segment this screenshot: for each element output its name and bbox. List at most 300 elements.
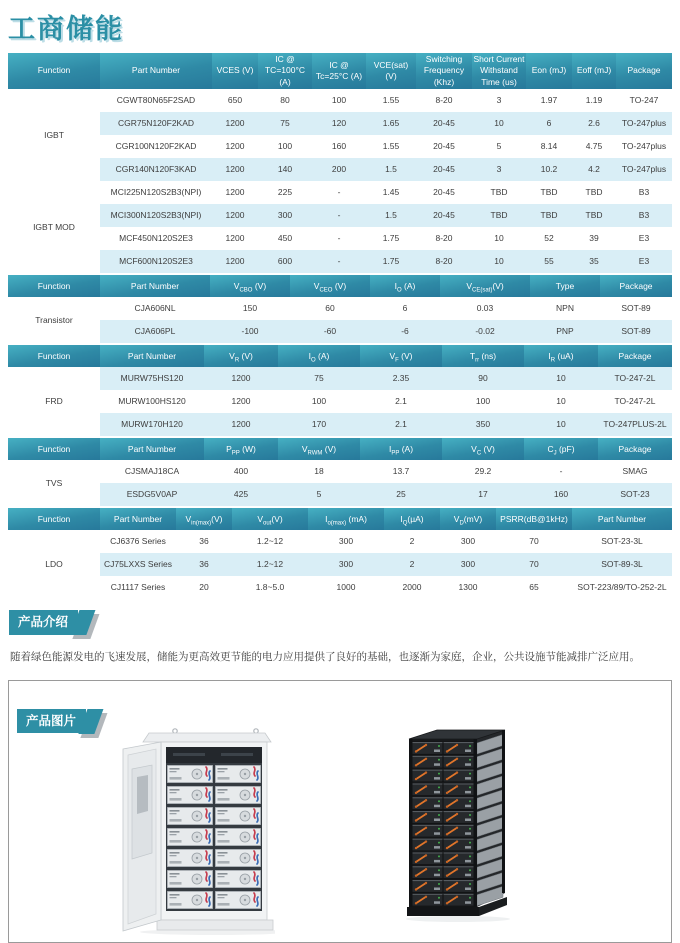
- column-header: [366, 53, 416, 89]
- value-cell: TBD: [585, 187, 603, 198]
- intro-section-label: 产品介绍: [9, 610, 78, 635]
- table-row: [8, 204, 672, 227]
- column-header: [308, 508, 384, 530]
- value-cell: 225: [277, 187, 293, 198]
- column-header: [572, 508, 672, 530]
- header-subscript: O: [397, 287, 402, 294]
- header-text: Type: [555, 280, 575, 291]
- function-cell: IGBT MOD: [8, 181, 100, 273]
- value-cell: 10: [472, 112, 526, 135]
- value-cell: 2.1: [360, 413, 442, 436]
- header-text: V: [257, 513, 263, 524]
- value-cell: 100: [311, 396, 327, 407]
- header-text: Eoff (mJ): [576, 65, 612, 76]
- header-text: Eon (mJ): [531, 65, 567, 76]
- part-number-cell: CJ1117 Series: [110, 582, 166, 593]
- value-cell: 600: [258, 250, 312, 273]
- part-number-cell: MCF600N120S2E3: [100, 250, 212, 273]
- value-cell: 10: [472, 250, 526, 273]
- header-text: VCES (V): [216, 65, 254, 76]
- gallery-section-label: 产品图片: [17, 709, 86, 734]
- table-row: [8, 460, 672, 483]
- value-cell: B3: [616, 204, 672, 227]
- header-text: Short Current Withstand Time (us): [473, 54, 525, 87]
- function-cell: TVS: [8, 460, 100, 506]
- value-cell: -: [559, 466, 563, 477]
- header-text: (mV): [463, 513, 483, 524]
- column-header: [8, 275, 100, 297]
- value-cell: 20: [199, 582, 209, 593]
- header-text: V: [185, 513, 192, 524]
- header-subscript: O: [311, 357, 316, 364]
- column-header: [616, 53, 672, 89]
- value-cell: 1200: [231, 396, 251, 407]
- column-header: [100, 508, 176, 530]
- value-cell: 20-45: [433, 187, 455, 198]
- value-cell: 4.2: [572, 158, 616, 181]
- value-cell: 39: [589, 233, 599, 244]
- value-cell: -6: [370, 320, 440, 343]
- part-number-cell: MCI225N120S2B3(NPI): [110, 187, 202, 198]
- header-text: Function: [37, 443, 71, 454]
- value-cell: 300: [460, 536, 476, 547]
- value-cell: TO-247-2L: [598, 367, 672, 390]
- part-number-cell: CGR75N120F2KAD: [100, 112, 212, 135]
- ldo-table: [8, 508, 672, 599]
- header-subscript: R: [234, 357, 240, 364]
- value-cell: 1.5: [366, 204, 416, 227]
- value-cell: TO-247-2L: [614, 396, 656, 407]
- header-text: Part Number: [127, 350, 177, 361]
- table-row: [8, 297, 672, 320]
- part-number-cell: MCF450N120S2E3: [119, 233, 193, 244]
- column-header: [442, 438, 524, 460]
- value-cell: 36: [199, 536, 209, 547]
- table-row: [8, 483, 672, 506]
- value-cell: 120: [312, 112, 366, 135]
- header-row: [8, 438, 672, 460]
- header-text: I: [400, 513, 403, 524]
- value-cell: -60: [290, 320, 370, 343]
- value-cell: SMAG: [622, 466, 648, 477]
- table-row: [8, 530, 672, 553]
- value-cell: TBD: [540, 187, 558, 198]
- value-cell: 1.19: [585, 95, 603, 106]
- value-cell: 8-20: [435, 233, 453, 244]
- header-text: Part Number: [597, 513, 647, 524]
- part-number-cell: CJA606NL: [134, 303, 176, 314]
- battery-rack-image: [403, 725, 513, 925]
- value-cell: 300: [440, 553, 496, 576]
- value-cell: 160: [524, 483, 598, 506]
- transistor-table: [8, 275, 672, 343]
- value-cell: 2: [409, 536, 415, 547]
- header-text: Switching Frequency (Khz): [423, 54, 465, 87]
- part-number-cell: CJSMAJ18CA: [124, 466, 180, 477]
- value-cell: 10: [524, 367, 598, 390]
- header-text: (V): [239, 350, 253, 361]
- value-cell: TO-247: [629, 95, 659, 106]
- value-cell: 100: [475, 396, 491, 407]
- value-cell: SOT-23: [598, 483, 672, 506]
- value-cell: 2000: [402, 582, 422, 593]
- value-cell: 1.75: [366, 250, 416, 273]
- header-text: V: [453, 513, 460, 524]
- value-cell: 8.14: [540, 141, 558, 152]
- product-images-section: [8, 680, 672, 943]
- header-text: I: [325, 513, 328, 524]
- column-header: [258, 53, 312, 89]
- header-text: V: [389, 350, 396, 361]
- value-cell: 10.2: [526, 158, 572, 181]
- value-cell: 1200: [212, 158, 258, 181]
- value-cell: TBD: [526, 204, 572, 227]
- value-cell: 2: [384, 553, 440, 576]
- value-cell: 5: [278, 483, 360, 506]
- column-header: [204, 345, 278, 367]
- column-header: [524, 345, 598, 367]
- battery-cabinet-image: [115, 725, 275, 935]
- value-cell: 100: [331, 95, 347, 106]
- header-subscript: R: [550, 357, 556, 364]
- column-header: [100, 53, 212, 89]
- value-cell: 35: [572, 250, 616, 273]
- column-header: [530, 275, 600, 297]
- value-cell: 1.55: [382, 95, 400, 106]
- function-cell: LDO: [8, 530, 100, 599]
- table-row: [8, 367, 672, 390]
- value-cell: 1.2~12: [256, 536, 284, 547]
- value-cell: 1.5: [366, 158, 416, 181]
- part-number-cell: CJ75LXXS Series: [100, 553, 176, 576]
- header-text: I: [308, 350, 311, 361]
- value-cell: 160: [331, 141, 347, 152]
- header-text: (V): [211, 513, 223, 524]
- value-cell: 8-20: [416, 250, 472, 273]
- column-header: [384, 508, 440, 530]
- value-cell: 100: [277, 141, 293, 152]
- value-cell: -: [337, 233, 341, 244]
- column-header: [100, 438, 204, 460]
- column-header: [360, 345, 442, 367]
- header-text: (V): [481, 443, 495, 454]
- part-number-cell: CGR140N120F3KAD: [100, 158, 212, 181]
- value-cell: 1200: [212, 112, 258, 135]
- column-header: [8, 345, 100, 367]
- value-cell: 150: [242, 303, 258, 314]
- value-cell: 1300: [458, 582, 478, 593]
- column-header: [360, 438, 442, 460]
- header-text: IC @ Tc=25°C (A): [315, 59, 363, 82]
- column-header: [312, 53, 366, 89]
- header-text: (V): [322, 443, 337, 454]
- value-cell: 1200: [225, 233, 245, 244]
- header-text: V: [301, 443, 308, 454]
- column-header: [100, 345, 204, 367]
- value-cell: 10: [524, 413, 598, 436]
- header-text: (V): [332, 280, 347, 291]
- part-number-cell: MURW100HS120: [118, 396, 186, 407]
- part-number-cell: CJA606PL: [100, 320, 210, 343]
- header-text: (A): [315, 350, 330, 361]
- table-row: [8, 89, 672, 112]
- value-cell: 650: [227, 95, 243, 106]
- value-cell: E3: [616, 250, 672, 273]
- header-text: (uA): [555, 350, 574, 361]
- column-header: [8, 53, 100, 89]
- value-cell: 60: [325, 303, 335, 314]
- column-header: [416, 53, 472, 89]
- value-cell: -100: [210, 320, 290, 343]
- column-header: [370, 275, 440, 297]
- value-cell: -: [312, 204, 366, 227]
- value-cell: 2.35: [360, 367, 442, 390]
- value-cell: 2.6: [572, 112, 616, 135]
- value-cell: 1.75: [382, 233, 400, 244]
- value-cell: 300: [338, 536, 354, 547]
- header-text: Function: [37, 280, 71, 291]
- value-cell: 18: [314, 466, 324, 477]
- column-header: [600, 275, 672, 297]
- header-subscript: o(max): [327, 520, 347, 527]
- header-row: [8, 508, 672, 530]
- value-cell: 1200: [204, 367, 278, 390]
- table-row: [8, 553, 672, 576]
- header-text: (W): [239, 443, 256, 454]
- frd-table: [8, 345, 672, 436]
- part-number-cell: MCI300N120S2B3(NPI): [100, 204, 212, 227]
- header-text: (V): [492, 280, 504, 291]
- value-cell: 55: [526, 250, 572, 273]
- header-text: IC @ TC=100°C (A): [264, 54, 305, 87]
- header-text: VCE(sat) (V): [373, 59, 409, 82]
- part-number-cell: CJ6376 Series: [110, 536, 166, 547]
- header-text: PSRR(dB@1kHz): [500, 513, 568, 524]
- value-cell: 4.75: [585, 141, 603, 152]
- table-row: [8, 181, 672, 204]
- header-text: Function: [37, 350, 71, 361]
- value-cell: 8-20: [435, 95, 453, 106]
- value-cell: 80: [280, 95, 290, 106]
- product-images-row: [9, 725, 671, 935]
- value-cell: 1200: [225, 187, 245, 198]
- value-cell: 70: [529, 536, 539, 547]
- column-header: [278, 438, 360, 460]
- table-row: [8, 576, 672, 599]
- value-cell: 20-45: [433, 141, 455, 152]
- product-intro-section: [8, 610, 672, 664]
- value-cell: 10: [556, 396, 566, 407]
- column-header: [100, 275, 210, 297]
- column-header: [440, 508, 496, 530]
- column-header: [598, 438, 672, 460]
- header-subscript: PP: [391, 450, 400, 457]
- value-cell: PNP: [530, 320, 600, 343]
- value-cell: E3: [638, 233, 650, 244]
- value-cell: 1.2~12: [232, 553, 308, 576]
- value-cell: -: [337, 187, 341, 198]
- value-cell: 6: [526, 112, 572, 135]
- value-cell: 6: [402, 303, 408, 314]
- header-row: [8, 53, 672, 89]
- header-text: C: [547, 443, 554, 454]
- value-cell: 1.8~5.0: [255, 582, 285, 593]
- header-text: Package: [618, 350, 652, 361]
- value-cell: TO-247plus: [621, 141, 667, 152]
- header-subscript: Q: [402, 520, 408, 527]
- header-subscript: CEO: [319, 287, 333, 294]
- value-cell: 20-45: [416, 112, 472, 135]
- value-cell: 170: [278, 413, 360, 436]
- value-cell: SOT-89: [600, 320, 672, 343]
- header-subscript: CE(sat): [471, 287, 493, 294]
- header-text: V: [313, 280, 320, 291]
- header-text: (V): [398, 350, 413, 361]
- value-cell: 300: [308, 553, 384, 576]
- column-header: [8, 438, 100, 460]
- value-cell: 200: [312, 158, 366, 181]
- value-cell: 1.45: [382, 187, 400, 198]
- table-row: [8, 390, 672, 413]
- header-subscript: PP: [231, 450, 240, 457]
- value-cell: 300: [258, 204, 312, 227]
- column-header: [472, 53, 526, 89]
- header-text: (V): [252, 280, 267, 291]
- column-header: [210, 275, 290, 297]
- header-text: I: [548, 350, 551, 361]
- value-cell: 3: [472, 158, 526, 181]
- value-cell: 3: [496, 95, 502, 106]
- column-header: [176, 508, 232, 530]
- table-row: [8, 250, 672, 273]
- header-row: [8, 275, 672, 297]
- header-text: Part Number: [130, 280, 180, 291]
- value-cell: TBD: [572, 204, 616, 227]
- value-cell: 1.65: [366, 112, 416, 135]
- header-subscript: F: [395, 357, 399, 364]
- value-cell: 350: [442, 413, 524, 436]
- value-cell: TO-247plus: [616, 112, 672, 135]
- column-header: [526, 53, 572, 89]
- table-row: [8, 135, 672, 158]
- function-cell: FRD: [8, 367, 100, 436]
- value-cell: 1.97: [540, 95, 558, 106]
- column-header: [572, 53, 616, 89]
- header-subscript: D: [459, 520, 464, 527]
- value-cell: TO-247plus: [616, 158, 672, 181]
- header-text: (pF): [556, 443, 575, 454]
- value-cell: 10: [494, 233, 504, 244]
- column-header: [232, 508, 308, 530]
- value-cell: 450: [277, 233, 293, 244]
- value-cell: 140: [258, 158, 312, 181]
- table-row: [8, 227, 672, 250]
- value-cell: SOT-89-3L: [572, 553, 672, 576]
- value-cell: SOT-23-3L: [601, 536, 643, 547]
- header-text: (A): [401, 280, 416, 291]
- header-text: Part Number: [127, 443, 177, 454]
- header-text: Package: [618, 443, 652, 454]
- page-title: 工商储能: [8, 14, 124, 44]
- value-cell: 52: [544, 233, 554, 244]
- column-header: [212, 53, 258, 89]
- header-text: Function: [37, 513, 71, 524]
- header-subscript: CBO: [239, 287, 253, 294]
- value-cell: 29.2: [474, 466, 492, 477]
- header-text: Part Number: [113, 513, 163, 524]
- header-text: V: [233, 280, 240, 291]
- header-text: Function: [37, 65, 71, 76]
- header-text: V: [466, 280, 472, 291]
- part-number-cell: ESDG5V0AP: [100, 483, 204, 506]
- table-row: [8, 158, 672, 181]
- function-cell: IGBT: [8, 89, 100, 181]
- value-cell: -: [312, 250, 366, 273]
- value-cell: NPN: [556, 303, 574, 314]
- tvs-table: [8, 438, 672, 506]
- column-header: [442, 345, 524, 367]
- value-cell: 1200: [212, 204, 258, 227]
- value-cell: 65: [529, 582, 539, 593]
- value-cell: TBD: [490, 187, 508, 198]
- column-header: [440, 275, 530, 297]
- column-header: [496, 508, 572, 530]
- table-row: [8, 413, 672, 436]
- value-cell: 70: [496, 553, 572, 576]
- part-number-cell: CGR100N120F2KAD: [115, 141, 197, 152]
- value-cell: 400: [233, 466, 249, 477]
- table-row: [8, 112, 672, 135]
- header-text: (A): [399, 443, 414, 454]
- header-text: I: [388, 443, 392, 454]
- value-cell: 13.7: [392, 466, 410, 477]
- value-cell: 75: [258, 112, 312, 135]
- value-cell: TBD: [472, 204, 526, 227]
- header-subscript: out: [262, 520, 272, 527]
- header-subscript: C: [476, 450, 482, 457]
- value-cell: 425: [204, 483, 278, 506]
- function-cell: Transistor: [8, 297, 100, 343]
- header-text: Part Number: [131, 65, 181, 76]
- value-cell: 0.03: [476, 303, 494, 314]
- part-number-cell: MURW170H120: [100, 413, 204, 436]
- column-header: [204, 438, 278, 460]
- header-text: I: [394, 280, 397, 291]
- igbt-table: [8, 53, 672, 273]
- value-cell: 1000: [336, 582, 356, 593]
- header-text: Package: [619, 280, 653, 291]
- value-cell: 1200: [212, 250, 258, 273]
- value-cell: SOT-223/89/TO-252-2L: [577, 582, 667, 593]
- header-text: (mA): [346, 513, 367, 524]
- header-text: (ns): [479, 350, 497, 361]
- value-cell: 20-45: [416, 204, 472, 227]
- header-row: [8, 345, 672, 367]
- header-text: T: [469, 350, 476, 361]
- value-cell: 36: [176, 553, 232, 576]
- value-cell: 1.55: [382, 141, 400, 152]
- header-text: V: [229, 350, 235, 361]
- header-subscript: in(max): [191, 520, 212, 527]
- intro-text: 随着绿色能源发电的飞速发展，储能为更高效更节能的电力应用提供了良好的基础，也逐渐为家庭，企业，公共设施节能减排广泛应用。: [10, 650, 640, 663]
- column-header: [598, 345, 672, 367]
- part-number-cell: MURW75HS120: [100, 367, 204, 390]
- header-subscript: RWM: [307, 450, 323, 457]
- value-cell: 25: [360, 483, 442, 506]
- value-cell: 20-45: [416, 158, 472, 181]
- value-cell: 17: [442, 483, 524, 506]
- value-cell: 2.1: [395, 396, 407, 407]
